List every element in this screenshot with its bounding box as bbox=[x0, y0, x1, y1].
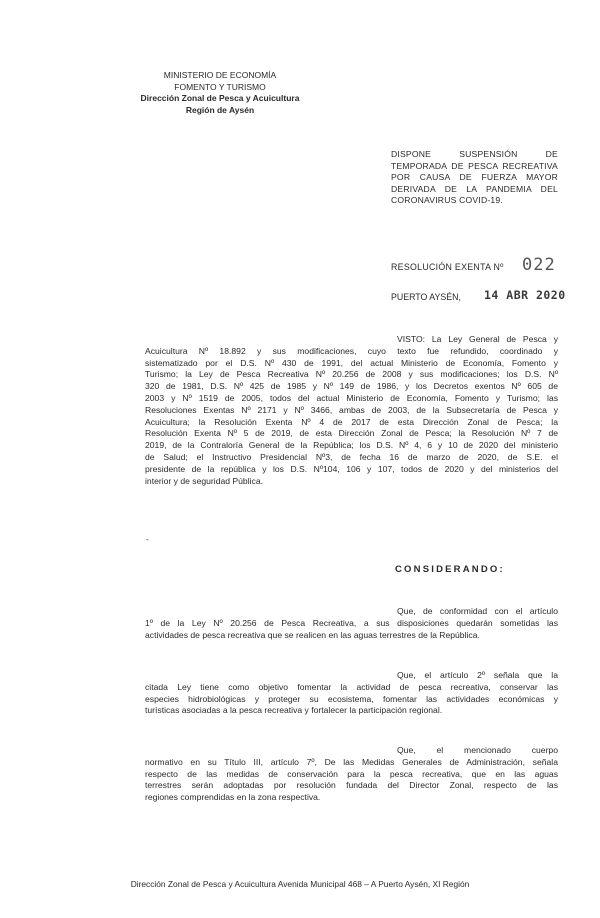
paragraph-line: presidente de la república y los D.S. Nº104, 106 y 107, todos de 2020 y del ministerios del bbox=[145, 463, 558, 474]
subject-line: POR CAUSA DE FUERZA MAYOR bbox=[391, 172, 558, 183]
letterhead-ministry: MINISTERIO DE ECONOMÍA bbox=[163, 70, 277, 80]
paragraph-line: Resolución Exenta Nº 5 de 2019, de esta Dirección Zonal de Pesca; la Resolución Nº 7 de bbox=[145, 428, 558, 439]
paragraph-line: Resoluciones Exentas Nº 2171 y Nº 3466, ambas de 2003, de la Subsecretaría de Pesca y bbox=[145, 404, 558, 415]
paragraph-line: citada Ley tiene como objetivo fomentar la actividad de pesca recreativa, conservar las bbox=[145, 681, 558, 692]
page-footer: Dirección Zonal de Pesca y Acuicultura Avenida Municipal 468 – A Puerto Aysén, XI Región bbox=[130, 879, 470, 889]
paragraph-line: Turismo; la Ley de Pesca Recreativa Nº 20.256 de 2008 y sus modificaciones; los D.S. Nº bbox=[145, 369, 558, 380]
paragraph-line: Acuicultura; la Resolución Exenta Nº 4 de 2017 de esta Dirección Zonal de Pesca; la bbox=[145, 416, 558, 427]
paragraph-line: Acuicultura Nº 18.892 y sus modificaciones, cuyo texto fue refundido, coordinado y bbox=[145, 345, 558, 356]
paragraph-line: 320 de 1981, D.S. Nº 425 de 1985 y Nº 149 de 1986, y los Decretos exentos Nº 605 de bbox=[145, 381, 558, 392]
paragraph-line: normativo en su Título III, artículo 7º, De las Medidas Generales de Administración, señala bbox=[145, 756, 558, 767]
resolution-label: RESOLUCIÓN EXENTA Nº bbox=[391, 262, 504, 272]
paragraph-line: 2003 y Nº 1519 de 2005, todos del actual Ministerio de Economía, Fomento y Turismo; las bbox=[145, 392, 558, 403]
subject-line: DERIVADA DE LA PANDEMIA DEL bbox=[391, 183, 558, 194]
resolution-subject bbox=[391, 149, 558, 207]
separator-dash: - bbox=[146, 535, 149, 544]
letterhead-direction: Dirección Zonal de Pesca y Acuicultura bbox=[140, 93, 300, 103]
resolution-number: 022 bbox=[522, 255, 556, 275]
letterhead-ministry-sub: FOMENTO Y TURISMO bbox=[174, 81, 266, 92]
letterhead bbox=[120, 70, 320, 116]
place-label: PUERTO AYSÉN, bbox=[391, 292, 461, 302]
considerando-heading: CONSIDERANDO: bbox=[395, 564, 505, 575]
paragraph-line: actividades de pesca recreativa que se realicen en las aguas terrestres de la República. bbox=[145, 629, 480, 640]
paragraph-line: regiones comprendidas en la zona respectiva. bbox=[145, 792, 321, 803]
subject-line: DISPONE SUSPENSIÓN DE bbox=[391, 149, 558, 159]
considerando-paragraph-2 bbox=[145, 670, 558, 717]
letterhead-region: Región de Aysén bbox=[185, 104, 255, 115]
paragraph-line: respecto de las medidas de conservación para la pesca recreativa, que en las aguas bbox=[145, 768, 558, 779]
paragraph-line: VISTO: La Ley General de Pesca y bbox=[397, 334, 558, 344]
paragraph-line: turísticas asociadas a la pesca recreativa y fortalecer la participación regional. bbox=[145, 705, 443, 716]
paragraph-line: Que, de conformidad con el artículo bbox=[397, 606, 558, 616]
paragraph-line: 2019, de la Contraloría General de la República; los D.S. Nº 4, 6 y 10 de 2020 del ministerio bbox=[145, 440, 558, 451]
visto-paragraph bbox=[145, 334, 558, 487]
subject-line: TEMPORADA DE PESCA RECREATIVA bbox=[391, 160, 558, 171]
paragraph-line: 1º de la Ley Nº 20.256 de Pesca Recreativa, a sus disposiciones quedarán sometidas las bbox=[145, 617, 558, 628]
considerando-paragraph-1 bbox=[145, 606, 558, 641]
paragraph-line: interior y de seguridad Pública. bbox=[145, 475, 263, 486]
paragraph-line: de Salud; el Instructivo Presidencial Nº3, de fecha 16 de marzo de 2020, de S.E. el bbox=[145, 451, 558, 462]
paragraph-line: Que, el mencionado cuerpo bbox=[397, 745, 558, 755]
paragraph-line: sistematizado por el D.S. Nº 430 de 1991, del actual Ministerio de Economía, Fomento y bbox=[145, 357, 558, 368]
subject-line: CORONAVIRUS COVID-19. bbox=[391, 195, 503, 206]
resolution-date-stamp: 14 ABR 2020 bbox=[484, 288, 566, 302]
paragraph-line: Que, el artículo 2º señala que la bbox=[397, 670, 558, 680]
considerando-paragraph-3 bbox=[145, 745, 558, 804]
paragraph-line: terrestres serán adoptadas por resolución fundada del Director Zonal, respecto de las bbox=[145, 780, 558, 791]
paragraph-line: especies hidrobiológicas y proteger su ecosistema, fomentar las actividades económicas y bbox=[145, 693, 558, 704]
